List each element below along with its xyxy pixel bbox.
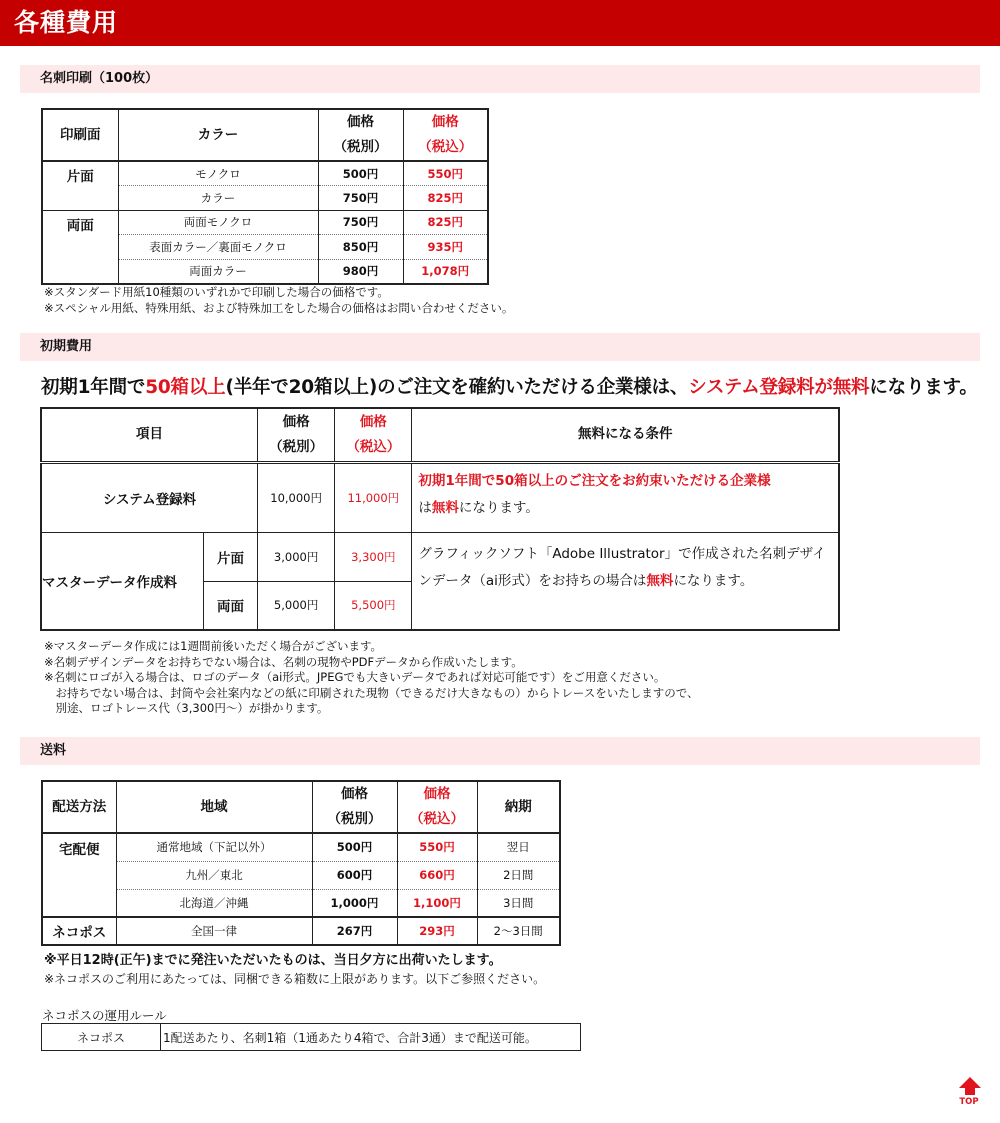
- delivery-cell: 翌日: [477, 833, 560, 861]
- note-line: ※スタンダード用紙10種類のいずれかで印刷した場合の価格です。: [44, 285, 389, 299]
- section-bar-shipping: [20, 737, 980, 765]
- initial-cost-table: [40, 407, 840, 631]
- lead-part: になります。: [869, 377, 978, 398]
- lead-part: (半年で20箱以上)のご注文を確約いただける企業様は、: [225, 377, 689, 398]
- taxin-label: 価格: [431, 114, 459, 130]
- price-cell: 5,000円: [258, 581, 335, 630]
- taxin-cell: 550円: [397, 833, 477, 861]
- note-line: お持ちでない場合は、封筒や会社案内などの紙に印刷された現物（できるだけ大きなもの）からトレースをいたしますので、: [44, 685, 699, 700]
- price-cell: 750円: [318, 210, 403, 235]
- col-header-side: 印刷面: [42, 109, 118, 161]
- col-header-condition: 無料になる条件: [412, 408, 839, 462]
- section-title-print: 名刺印刷（100枚）: [40, 71, 159, 86]
- area-cell: 九州／東北: [116, 861, 312, 889]
- group-cell-single: 片面: [42, 161, 118, 210]
- price-cell: 1,000円: [312, 889, 397, 917]
- taxin-cell: 11,000円: [335, 462, 412, 532]
- area-cell: 通常地域（下記以外）: [116, 833, 312, 861]
- color-cell: モノクロ: [118, 161, 318, 186]
- table-header-row: [42, 109, 488, 161]
- section-bar-print: [20, 65, 980, 93]
- page-title: 各種費用: [14, 8, 119, 37]
- condition-text: になります。: [673, 572, 754, 589]
- delivery-cell: 3日間: [477, 889, 560, 917]
- taxin-sublabel: （税込）: [346, 438, 401, 455]
- color-cell: 両面カラー: [118, 259, 318, 284]
- col-header-area: 地域: [116, 781, 312, 833]
- area-cell: 全国一律: [116, 917, 312, 945]
- rule-text-cell: 1配送あたり、名刺1箱（1通あたり4箱で、合計3通）まで配送可能。: [161, 1024, 581, 1051]
- price-cell: 980円: [318, 259, 403, 284]
- note-line: ※スペシャル用紙、特殊用紙、および特殊加工をした場合の価格はお問い合わせください。: [44, 300, 514, 315]
- price-sublabel: （税別）: [327, 811, 382, 827]
- page-header: [0, 0, 1000, 46]
- area-cell: 北海道／沖縄: [116, 889, 312, 917]
- price-cell: 850円: [318, 235, 403, 260]
- condition-highlight: 初期1年間で50箱以上のご注文をお約束いただける企業様: [418, 472, 771, 489]
- note-line: 別途、ロゴトレース代（3,300円～）が掛かります。: [44, 701, 329, 715]
- taxin-cell: 660円: [397, 861, 477, 889]
- taxin-cell: 550円: [403, 161, 488, 186]
- taxin-cell: 293円: [397, 917, 477, 945]
- taxin-cell: 825円: [403, 210, 488, 235]
- up-arrow-icon: [951, 1076, 989, 1106]
- delivery-cell: 2日間: [477, 861, 560, 889]
- side-cell: 片面: [203, 532, 257, 581]
- condition-text: になります。: [458, 499, 539, 516]
- table-row: [41, 532, 839, 581]
- shipping-note: ※ネコポスのご利用にあたっては、同梱できる箱数に上限があります。以下ご参照ください。: [44, 972, 546, 986]
- table-header-row: [42, 781, 560, 833]
- side-cell: 両面: [203, 581, 257, 630]
- lead-highlight: 50箱以上: [145, 377, 226, 398]
- shipping-table: [41, 780, 561, 946]
- col-header-taxin: [403, 109, 488, 161]
- condition-text: は: [418, 499, 432, 516]
- table-row: [41, 462, 839, 532]
- col-header-item: 項目: [41, 408, 258, 462]
- price-cell: 500円: [312, 833, 397, 861]
- group-cell-double: 両面: [42, 210, 118, 284]
- top-label: TOP: [959, 1097, 979, 1106]
- price-cell: 3,000円: [258, 532, 335, 581]
- nekopos-rule-title: ネコポスの運用ルール: [42, 1008, 167, 1023]
- col-header-price: [312, 781, 397, 833]
- col-header-price: [318, 109, 403, 161]
- note-line: ※名刺にロゴが入る場合は、ロゴのデータ（ai形式。JPEGでも大きいデータであれば対応可能です）をご用意ください。: [44, 670, 666, 684]
- price-label: 価格: [341, 786, 368, 802]
- taxin-label: 価格: [423, 786, 451, 802]
- note-line: ※マスターデータ作成には1週間前後いただく場合がございます。: [44, 639, 383, 653]
- table-header-row: [41, 408, 839, 462]
- table-row: [42, 210, 488, 235]
- col-header-price: [258, 408, 335, 462]
- col-header-delivery: 納期: [477, 781, 560, 833]
- system-fee-label: システム登録料: [41, 462, 258, 532]
- col-header-taxin: [397, 781, 477, 833]
- color-cell: 表面カラー／裏面モノクロ: [118, 235, 318, 260]
- section-title-shipping: 送料: [40, 743, 67, 758]
- table-row: [42, 861, 560, 889]
- table-row: [42, 833, 560, 861]
- nekopos-rule-table: [41, 1023, 581, 1051]
- print-notes: [44, 285, 513, 316]
- taxin-sublabel: （税込）: [410, 811, 464, 827]
- table-row: [42, 917, 560, 945]
- table-row: [42, 889, 560, 917]
- col-header-taxin: [335, 408, 412, 462]
- color-cell: 両面モノクロ: [118, 210, 318, 235]
- initial-notes: [44, 639, 699, 717]
- print-price-table: [41, 108, 489, 285]
- price-label: 価格: [347, 114, 374, 130]
- taxin-label: 価格: [359, 413, 387, 430]
- system-condition: [412, 462, 839, 532]
- note-line: ※名刺デザインデータをお持ちでない場合は、名刺の現物やPDFデータから作成いたします。: [44, 654, 523, 669]
- taxin-cell: 935円: [403, 235, 488, 260]
- taxin-sublabel: （税込）: [418, 139, 473, 155]
- method-nekopos: ネコポス: [42, 917, 116, 945]
- condition-text: グラフィックソフト「Adobe Illustrator」で作成された名刺デザインデータ（ai形式）をお持ちの場合は: [418, 545, 826, 589]
- back-to-top-button[interactable]: [951, 1076, 989, 1106]
- color-cell: カラー: [118, 186, 318, 211]
- col-header-method: 配送方法: [42, 781, 116, 833]
- price-cell: 750円: [318, 186, 403, 211]
- method-takuhai: 宅配便: [42, 833, 116, 917]
- section-title-initial: 初期費用: [40, 339, 93, 354]
- section-bar-initial: [20, 333, 980, 361]
- col-header-color: カラー: [118, 109, 318, 161]
- taxin-cell: 3,300円: [335, 532, 412, 581]
- price-cell: 600円: [312, 861, 397, 889]
- taxin-cell: 5,500円: [335, 581, 412, 630]
- price-cell: 10,000円: [258, 462, 335, 532]
- lead-highlight: システム登録料が無料: [688, 377, 870, 398]
- initial-lead-text: [41, 373, 978, 399]
- price-sublabel: （税別）: [333, 139, 388, 155]
- lead-part: 初期1年間で: [41, 377, 146, 398]
- table-row: [42, 161, 488, 186]
- table-row: [42, 1024, 581, 1051]
- price-sublabel: （税別）: [269, 438, 324, 455]
- shipping-bold-note: ※平日12時(正午)までに発注いただいたものは、当日夕方に出荷いたします。: [44, 953, 502, 968]
- condition-free: 無料: [646, 572, 674, 589]
- price-label: 価格: [282, 413, 310, 430]
- condition-free: 無料: [431, 499, 459, 516]
- taxin-cell: 1,100円: [397, 889, 477, 917]
- taxin-cell: 1,078円: [403, 259, 488, 284]
- price-cell: 267円: [312, 917, 397, 945]
- taxin-cell: 825円: [403, 186, 488, 211]
- master-data-label: マスターデータ作成料: [41, 532, 203, 630]
- price-cell: 500円: [318, 161, 403, 186]
- delivery-cell: 2～3日間: [477, 917, 560, 945]
- rule-name-cell: ネコポス: [42, 1024, 161, 1051]
- master-condition: [412, 532, 839, 630]
